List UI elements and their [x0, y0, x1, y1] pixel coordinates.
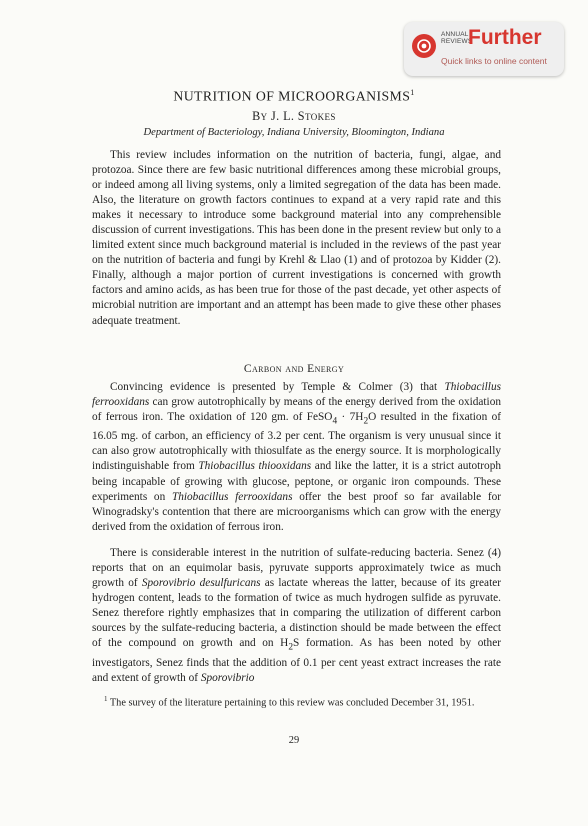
intro-text: This review includes information on the nutrition of bacteria, fungi, algae, and protozoa. Since there are few basic nutritional differences among these microbial groups, or indeed among all living systems, only a limited segregation of the data has been made. Also, the literature on growth factors continues to expand at a very rapid rate and this makes it necessary to introduce some background material into any comprehensible discussion of current investigations. This has been done in the present review but only to a limited extent since much background material is included in the reviews of the past year on the nutrition of bacteria and fungi by Krehl & Llao (1) and of protozoa by Kidder (2). Finally, although a major portion of current investigations is concerned with growth factors and amino acids, as has been true for those of the past decade, yet other aspects of microbial nutrition are important and an attempt has been made to give these other phases adequate treatment. — [92, 149, 501, 327]
p3-text-a: There is considerable interest in the nutrition of sulfate-reducing bacteria. Senez (4) reports that on an equimolar basis, pyruvate supports approximately twice as much growth of — [92, 547, 501, 590]
p2-species-1: Thiobacillus ferrooxidans — [92, 381, 501, 409]
badge-line1: ANNUAL — [441, 31, 469, 38]
carbon-energy-paragraph — [92, 380, 501, 535]
p2-species-2: Thiobacillus thiooxidans — [198, 460, 312, 473]
p2-text-i: offer the best proof so far available for Winogradsky's contention that there are microorganisms which can grow with the energy derived from the oxidation of ferrous iron. — [92, 490, 501, 533]
paragraph-2-text — [92, 380, 501, 535]
badge-line2: REVIEWS — [441, 38, 473, 45]
p2-text-e: O resulted in the fixation of 16.05 mg. of carbon, an efficiency of 3.2 per cent. The organism is very unusual since it can also grow autotrophically with thiosulfate as the energy source. It is morphologically indistinguishable from — [92, 411, 502, 473]
author-line: By J. L. Stokes — [252, 109, 336, 123]
sulfate-reducing-paragraph — [92, 546, 501, 686]
badge-further-word: Further — [468, 26, 542, 49]
footnote-text: The survey of the literature pertaining to this review was concluded December 31, 1951. — [107, 697, 475, 709]
annual-reviews-logo-icon — [412, 34, 436, 58]
p2-text-g: and like the latter, it is a strict autotroph being incapable of growing with glucose, peptone, or organic iron compounds. These experiments on — [92, 460, 502, 503]
p2-text-d: · 7H — [337, 411, 364, 424]
p2-species-3: Thiobacillus ferrooxidans — [171, 490, 293, 503]
footnote-mark: 1 — [104, 695, 108, 703]
p3-species-2: Sporovibrio — [200, 671, 255, 684]
p3-species-1: Sporovibrio desulfuricans — [141, 577, 261, 590]
p3-text-d: S formation. As has been noted by other investigators, Senez finds that the addition of 0.1 per cent yeast extract increases the rate and extent of growth of — [92, 637, 501, 684]
p2-text-c: can grow autotrophically by means of the energy derived from the oxidation of ferrous iron. The oxidation of 120 gm. of FeSO — [92, 396, 501, 424]
affiliation: Department of Bacteriology, Indiana University, Bloomington, Indiana — [143, 127, 445, 138]
page-number: 29 — [288, 735, 300, 746]
article-title-text: NUTRITION OF MICROORGANISMS — [173, 88, 411, 104]
p3-subscript-1: 2 — [288, 642, 294, 653]
footnote — [92, 692, 501, 710]
intro-paragraph — [92, 148, 501, 329]
p3-text-c: as lactate whereas the latter, because of its greater hydrogen content, leads to the formation of twice as much hydrogen sulfide as pyruvate. Senez therefore rightly emphasizes that in comparing the utilization of different carbon sources by the sulfate-reducing bacteria, a distinction should be made between the effect of the compound on growth and on H — [92, 577, 501, 650]
p2-text-a: Convincing evidence is presented by Temple & Colmer (3) that — [110, 381, 445, 393]
p2-subscript-2: 2 — [363, 416, 369, 427]
article-title — [0, 88, 588, 105]
further-links-badge[interactable] — [404, 22, 564, 76]
paragraph-3-text — [92, 546, 501, 686]
section-heading: Carbon and Energy — [243, 362, 345, 375]
title-footnote-mark: 1 — [410, 88, 415, 97]
badge-subtitle-link[interactable]: Quick links to online content — [441, 56, 547, 66]
p2-subscript-1: 4 — [332, 416, 338, 427]
